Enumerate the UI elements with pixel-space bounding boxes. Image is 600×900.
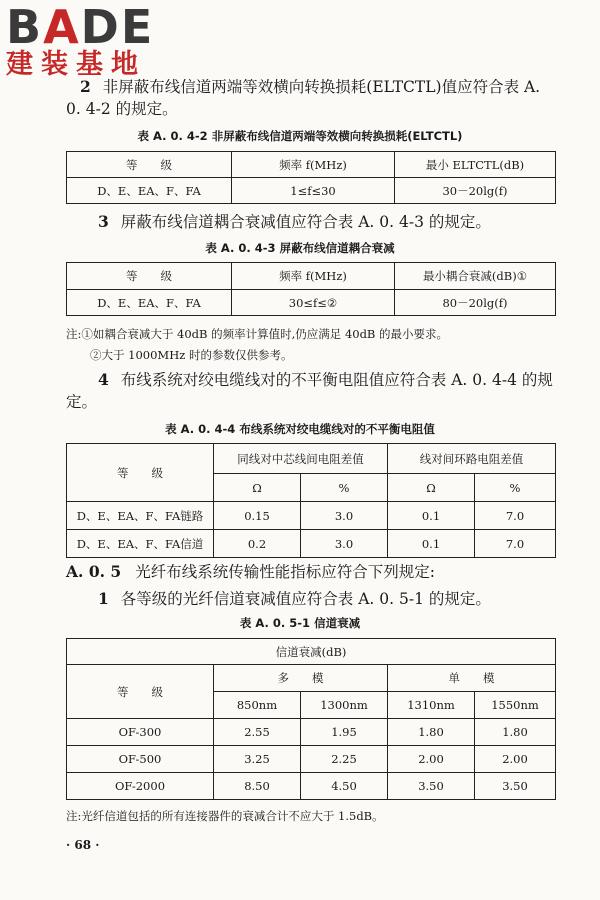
table-note: ②大于 1000MHz 时的参数仅供参考。: [90, 348, 293, 362]
table-row: [67, 530, 556, 558]
table-header-cell: 最小 ELTCTL(dB): [395, 152, 556, 178]
clause-item-3: [66, 211, 556, 233]
table-header-cell: 1300nm: [301, 692, 388, 719]
table-header-cell: %: [475, 474, 556, 502]
table-cell: 2.00: [475, 746, 556, 773]
table-header-cell: 等 级: [67, 152, 232, 178]
table-header-cell: 单 模: [388, 665, 556, 692]
table-row: [67, 502, 556, 530]
table-cell: 1.95: [301, 719, 388, 746]
clause-number: 3: [98, 212, 109, 231]
site-logo: [6, 0, 155, 80]
table-caption-a044: 表 A. 0. 4-4 布线系统对绞电缆线对的不平衡电阻值: [165, 422, 435, 436]
table-header-cell: 频率 f(MHz): [232, 152, 395, 178]
table-cell: D、E、EA、F、FA链路: [67, 502, 214, 530]
clause-text: 各等级的光纤信道衰减值应符合表 A. 0. 5-1 的规定。: [120, 590, 491, 608]
table-header-cell: 线对间环路电阻差值: [388, 444, 556, 474]
table-cell: 0.15: [214, 502, 301, 530]
clause-item-2: [66, 76, 556, 120]
table-cell: 1≤f≤30: [232, 178, 395, 204]
table-cell: D、E、EA、F、FA: [67, 178, 232, 204]
table-cell: 3.0: [301, 530, 388, 558]
table-row: [67, 719, 556, 746]
table-cell: 30≤f≤②: [232, 290, 395, 316]
table-a051: [66, 638, 556, 800]
clause-item-5-1: [66, 588, 556, 610]
clause-number: 4: [98, 370, 109, 389]
table-cell: 3.50: [475, 773, 556, 800]
table-header-cell: Ω: [214, 474, 301, 502]
table-cell: OF-2000: [67, 773, 214, 800]
table-header-cell: 等 级: [67, 444, 214, 502]
clause-text: 屏蔽布线信道耦合衰减值应符合表 A. 0. 4-3 的规定。: [120, 213, 491, 231]
table-note: 注:光纤信道包括的所有连接器件的衰减合计不应大于 1.5dB。: [66, 809, 384, 823]
clause-number: 2: [80, 77, 91, 96]
table-cell: 3.0: [301, 502, 388, 530]
logo-text-en: BADE: [6, 0, 155, 54]
table-cell: 0.1: [388, 530, 475, 558]
table-cell: OF-300: [67, 719, 214, 746]
table-header-cell: %: [301, 474, 388, 502]
table-caption-a043: 表 A. 0. 4-3 屏蔽布线信道耦合衰减: [205, 241, 395, 255]
table-cell: 7.0: [475, 530, 556, 558]
table-cell: D、E、EA、F、FA: [67, 290, 232, 316]
table-cell: 8.50: [214, 773, 301, 800]
table-cell: 0.1: [388, 502, 475, 530]
table-a043: [66, 262, 556, 316]
table-cell: 3.25: [214, 746, 301, 773]
table-cell: 1.80: [388, 719, 475, 746]
table-cell: 2.55: [214, 719, 301, 746]
table-cell: 30－20lg(f): [395, 178, 556, 204]
table-header-cell: 频率 f(MHz): [232, 263, 395, 290]
table-caption-a051: 表 A. 0. 5-1 信道衰减: [239, 616, 361, 630]
clause-text: 布线系统对绞电缆线对的不平衡电阻值应符合表 A. 0. 4-4 的规定。: [66, 371, 553, 411]
table-cell: 1.80: [475, 719, 556, 746]
table-header-cell: 等 级: [67, 665, 214, 719]
table-cell: 80－20lg(f): [395, 290, 556, 316]
section-number: A. 0. 5: [66, 562, 122, 581]
table-a044: [66, 443, 556, 558]
table-header-cell: 1550nm: [475, 692, 556, 719]
table-caption-a042: 表 A. 0. 4-2 非屏蔽布线信道两端等效横向转换损耗(ELTCTL): [137, 129, 463, 143]
table-cell: 0.2: [214, 530, 301, 558]
table-cell: 4.50: [301, 773, 388, 800]
table-row: [67, 773, 556, 800]
table-header-cell: 1310nm: [388, 692, 475, 719]
table-header-cell: 等 级: [67, 263, 232, 290]
clause-item-4: [66, 369, 556, 413]
table-header-cell: 多 模: [214, 665, 388, 692]
page-number: · 68 ·: [66, 838, 100, 852]
table-cell: D、E、EA、F、FA信道: [67, 530, 214, 558]
table-cell: 3.50: [388, 773, 475, 800]
table-cell: 2.00: [388, 746, 475, 773]
table-header-cell: 最小耦合衰减(dB)①: [395, 263, 556, 290]
table-cell: OF-500: [67, 746, 214, 773]
table-a042: [66, 151, 556, 204]
table-row: [67, 746, 556, 773]
table-cell: 2.25: [301, 746, 388, 773]
section-text: 光纤布线系统传输性能指标应符合下列规定:: [135, 563, 435, 581]
logo-text-cn: 建装基地: [6, 49, 146, 80]
table-header-cell: 同线对中芯线间电阻差值: [214, 444, 388, 474]
clause-number: 1: [98, 589, 109, 608]
table-note: 注:①如耦合衰减大于 40dB 的频率计算值时,仍应满足 40dB 的最小要求。: [66, 327, 449, 341]
table-header-cell: 850nm: [214, 692, 301, 719]
table-header-cell: Ω: [388, 474, 475, 502]
clause-text: 非屏蔽布线信道两端等效横向转换损耗(ELTCTL)值应符合表 A. 0. 4-2 的规定。: [66, 78, 541, 118]
table-cell: 7.0: [475, 502, 556, 530]
section-a05: [66, 561, 556, 583]
table-header-cell: 信道衰减(dB): [67, 639, 556, 665]
